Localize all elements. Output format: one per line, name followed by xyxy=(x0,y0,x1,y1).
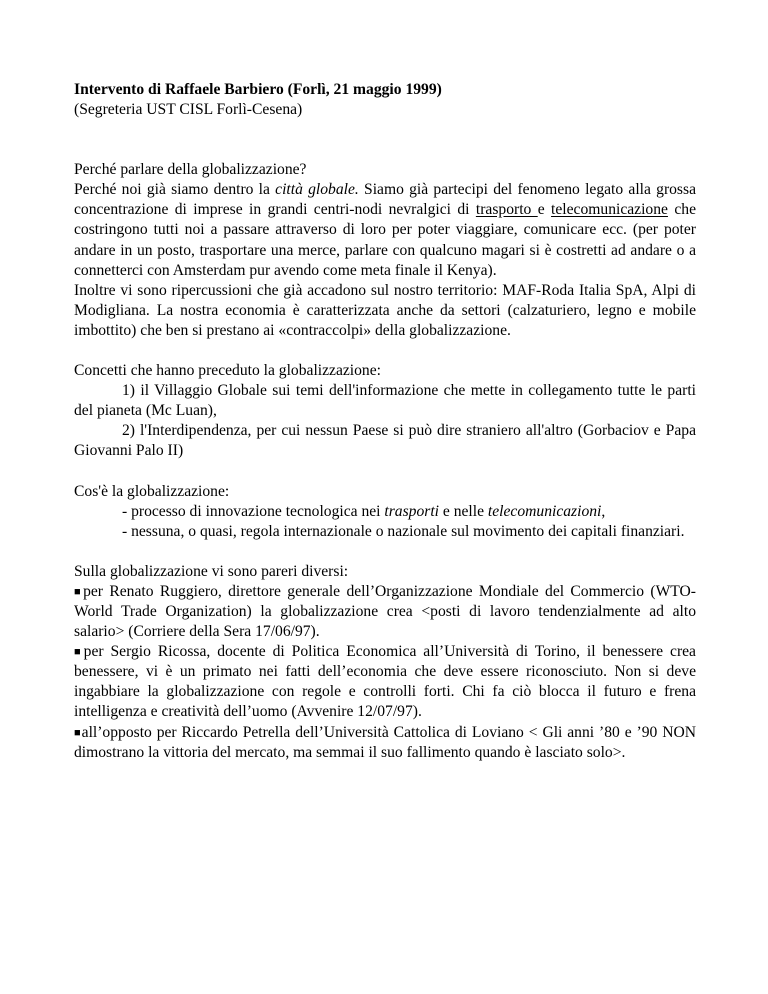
document-subtitle: (Segreteria UST CISL Forlì-Cesena) xyxy=(74,101,303,119)
document-page xyxy=(74,80,696,763)
concepts-heading: Concetti che hanno preceduto la globalizzazione: xyxy=(74,362,381,380)
opinion-ruggiero: ■per Renato Ruggiero, direttore generale dell’Organizzazione Mondiale del Commercio (WTO-World Trade Organization) la globalizzazione crea <posti di lavoro tendenzialmente ad alto salario> (Corriere della Sera 17/06/97). xyxy=(74,582,696,641)
opinion-ricossa: ■per Sergio Ricossa, docente di Politica Economica all’Università di Torino, il benessere crea benessere, vi è un primato nei fatti dell’economia che deve essere riconosciuto. Non si deve ingabbiare la globalizzazione con regole e controlli forti. Chi fa ciò blocca il futuro e frena intelligenza e creatività dell’uomo (Avvenire 12/07/97). xyxy=(74,643,696,721)
underlined-trasporto: trasporto xyxy=(475,201,538,219)
opinion-petrella: ■all’opposto per Riccardo Petrella dell’Università Cattolica di Loviano < Gli anni ’80 e ’90 NON dimostrano la vittoria del mercato, ma semmai il suo fallimento quando è lasciato solo>. xyxy=(74,723,696,761)
territory-paragraph: Inoltre vi sono ripercussioni che già accadono sul nostro territorio: MAF-Roda Italia SpA, Alpi di Modigliana. La nostra economia è caratterizzata anche da settori (calzaturiero, legno e mobile imbottito) che ben si prestano ai «contraccolpi» della globalizzazione. xyxy=(74,281,696,339)
opinions-heading: Sulla globalizzazione vi sono pareri diversi: xyxy=(74,562,349,580)
concepts-item-2: 2) l'Interdipendenza, per cui nessun Paese si può dire straniero all'altro (Gorbaciov e Papa Giovanni Palo II) xyxy=(74,422,696,460)
square-bullet-icon: ■ xyxy=(74,585,84,598)
square-bullet-icon: ■ xyxy=(74,726,82,739)
definition-heading: Cos'è la globalizzazione: xyxy=(74,482,230,500)
definition-item-1: - processo di innovazione tecnologica nei trasporti e nelle telecomunicazioni, xyxy=(122,502,606,520)
definition-item-2: - nessuna, o quasi, regola internazionale o nazionale sul movimento dei capitali finanziari. xyxy=(122,522,685,540)
square-bullet-icon: ■ xyxy=(74,646,84,659)
underlined-telecomunicazione: telecomunicazione xyxy=(551,201,668,219)
intro-question: Perché parlare della globalizzazione? xyxy=(74,161,307,179)
intro-paragraph: Perché noi già siamo dentro la città globale. Siamo già partecipi del fenomeno legato alla grossa concentrazione di imprese in grandi centri-nodi nevralgici di trasporto e telecomunicazione che costringono tutti noi a passare attraverso di loro per poter viaggiare, comunicare ecc. (per poter andare in un posto, trasportare una merce, parlare con qualcuno magari si è costretti ad andare o a connetterci con Amsterdam pur avendo come meta finale il Kenya). xyxy=(74,181,696,279)
document-title: Intervento di Raffaele Barbiero (Forlì, 21 maggio 1999) xyxy=(74,81,442,98)
emphasis-citta-globale: città globale. xyxy=(275,181,359,199)
concepts-item-1: 1) il Villaggio Globale sui temi dell'informazione che mette in collegamento tutte le parti del pianeta (Mc Luan), xyxy=(74,382,696,420)
